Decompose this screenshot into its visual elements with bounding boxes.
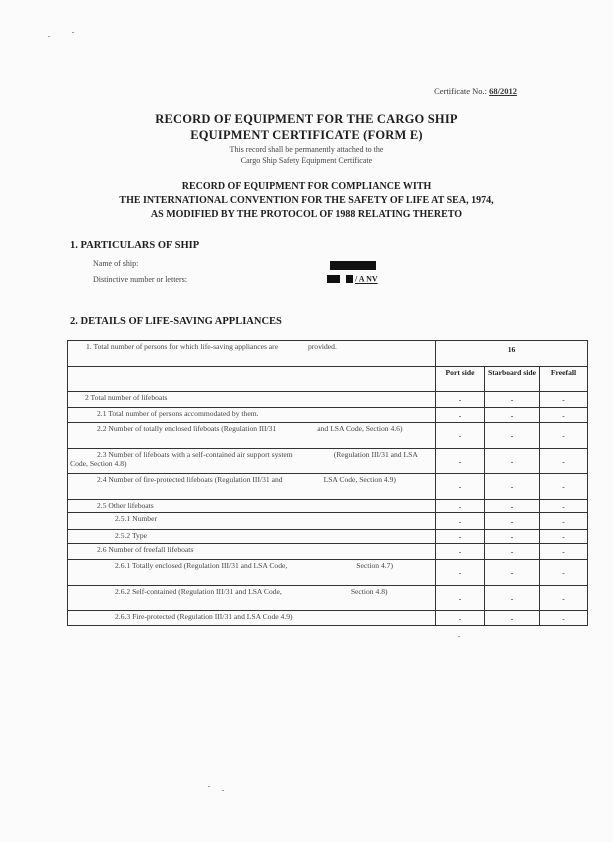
- starboard-side-value: -: [485, 513, 540, 530]
- table-row: [68, 423, 588, 449]
- port-side-value: -: [436, 611, 485, 626]
- row-label: 2.1 Total number of persons accommodated by them.: [97, 409, 259, 418]
- freefall-value: -: [540, 474, 588, 500]
- lifesaving-table: [67, 340, 588, 626]
- row-description: [68, 449, 436, 474]
- row-label: 2.3 Number of lifeboats with a self-contained air support system: [97, 450, 293, 459]
- row-label: 2.6 Number of freefall lifeboats: [97, 545, 194, 554]
- starboard-side-value: -: [485, 474, 540, 500]
- distinctive-number-label: Distinctive number or letters:: [93, 275, 187, 284]
- row-description: [68, 500, 436, 513]
- port-side-value: -: [436, 474, 485, 500]
- freefall-value: -: [540, 408, 588, 423]
- row-label: 2.2 Number of totally enclosed lifeboats (Regulation III/31: [97, 424, 277, 433]
- row-label: 2.6.2 Self-contained (Regulation III/31 and LSA Code,: [115, 587, 282, 596]
- document-title-line2: EQUIPMENT CERTIFICATE (FORM E): [190, 128, 423, 142]
- row-label-cont: and LSA Code, Section 4.6): [317, 424, 403, 433]
- section-particulars-title: 1. PARTICULARS OF SHIP: [70, 240, 200, 251]
- header-port-side: Port side: [436, 367, 485, 392]
- redaction-block: [327, 275, 340, 283]
- document-subtitle-line1: This record shall be permanently attached to the: [229, 145, 384, 154]
- row-label: 2.6.1 Totally enclosed (Regulation III/31 and LSA Code,: [115, 561, 288, 570]
- port-side-value: -: [436, 423, 485, 449]
- row-label-cont: Section 4.8): [350, 587, 388, 596]
- row-label: 2.4 Number of fire-protected lifeboats (Regulation III/31 and: [97, 475, 283, 484]
- header-starboard-side: Starboard side: [485, 367, 540, 392]
- port-side-value: -: [436, 560, 485, 586]
- port-side-value: -: [436, 449, 485, 474]
- port-side-value: -: [436, 530, 485, 544]
- row-description: [68, 611, 436, 626]
- table-row: [68, 544, 588, 560]
- row-description: [68, 513, 436, 530]
- row-description: [68, 408, 436, 423]
- freefall-value: -: [540, 500, 588, 513]
- total-persons-text-cont: provided.: [307, 342, 337, 351]
- table-row: [68, 560, 588, 586]
- freefall-value: -: [540, 530, 588, 544]
- starboard-side-value: -: [485, 392, 540, 408]
- scan-speck: [222, 790, 224, 791]
- row-label-cont: LSA Code, Section 4.9): [323, 475, 396, 484]
- row-description: [68, 474, 436, 500]
- distinctive-number-text: / A NV: [355, 274, 378, 284]
- port-side-value: -: [436, 500, 485, 513]
- port-side-value: -: [436, 513, 485, 530]
- starboard-side-value: -: [485, 560, 540, 586]
- row-label: 2 Total number of lifeboats: [85, 393, 168, 402]
- starboard-side-value: -: [485, 544, 540, 560]
- freefall-value: -: [540, 449, 588, 474]
- total-persons-label: [68, 341, 436, 367]
- starboard-side-value: -: [485, 423, 540, 449]
- document-subtitle-line2: Cargo Ship Safety Equipment Certificate: [240, 156, 373, 165]
- distinctive-number-value: [327, 274, 378, 285]
- starboard-side-value: -: [485, 408, 540, 423]
- freefall-value: -: [540, 611, 588, 626]
- starboard-side-value: -: [485, 611, 540, 626]
- table-row: [68, 500, 588, 513]
- section-lifesaving-title: 2. DETAILS OF LIFE-SAVING APPLIANCES: [70, 316, 282, 327]
- freefall-value: -: [540, 586, 588, 611]
- header-freefall: Freefall: [540, 367, 588, 392]
- starboard-side-value: -: [485, 449, 540, 474]
- row-label: 2.5 Other lifeboats: [97, 501, 154, 510]
- port-side-value: -: [436, 392, 485, 408]
- row-label: 2.6.3 Fire-protected (Regulation III/31 and LSA Code 4.9): [115, 612, 293, 621]
- table-row: [68, 392, 588, 408]
- total-persons-text: 1. Total number of persons for which life-saving appliances are: [86, 342, 279, 351]
- row-description: [68, 544, 436, 560]
- table-row: [68, 611, 588, 626]
- scan-speck: [48, 36, 50, 37]
- certificate-value: 68/2012: [489, 86, 517, 96]
- total-persons-value: 16: [436, 341, 588, 367]
- freefall-value: -: [540, 392, 588, 408]
- table-row: [68, 474, 588, 500]
- row-description: [68, 586, 436, 611]
- scan-speck: [458, 636, 460, 637]
- certificate-number: [434, 86, 517, 96]
- scan-speck: [72, 32, 74, 33]
- port-side-value: -: [436, 544, 485, 560]
- table-row: [68, 449, 588, 474]
- freefall-value: -: [540, 513, 588, 530]
- port-side-value: -: [436, 408, 485, 423]
- row-description: [68, 560, 436, 586]
- compliance-heading-line1: RECORD OF EQUIPMENT FOR COMPLIANCE WITH: [181, 181, 432, 192]
- certificate-label: Certificate No.:: [434, 86, 487, 96]
- freefall-value: -: [540, 560, 588, 586]
- table-row: [68, 408, 588, 423]
- compliance-heading-line3: AS MODIFIED BY THE PROTOCOL OF 1988 RELATING THERETO: [150, 209, 463, 220]
- redaction-block: [346, 275, 353, 283]
- freefall-value: -: [540, 423, 588, 449]
- header-blank: [68, 367, 436, 392]
- compliance-heading-line2: THE INTERNATIONAL CONVENTION FOR THE SAFETY OF LIFE AT SEA, 1974,: [119, 195, 494, 206]
- table-row: [68, 513, 588, 530]
- row-description: [68, 530, 436, 544]
- row-label: 2.5.1 Number: [115, 514, 157, 523]
- table-header-row: [68, 367, 588, 392]
- table-row: [68, 530, 588, 544]
- row-label-cont: (Regulation III/31 and LSA Code, Section 4.8): [70, 450, 418, 468]
- ship-name-redacted: [330, 261, 376, 270]
- lifeboat-rows: [68, 392, 588, 626]
- table-row: [68, 586, 588, 611]
- row-description: [68, 392, 436, 408]
- starboard-side-value: -: [485, 530, 540, 544]
- row-label: 2.5.2 Type: [115, 531, 148, 540]
- freefall-value: -: [540, 544, 588, 560]
- document-title-line1: RECORD OF EQUIPMENT FOR THE CARGO SHIP: [155, 112, 458, 126]
- table-row-total-persons: [68, 341, 588, 367]
- ship-name-label: Name of ship:: [93, 259, 139, 268]
- starboard-side-value: -: [485, 500, 540, 513]
- row-description: [68, 423, 436, 449]
- starboard-side-value: -: [485, 586, 540, 611]
- row-label-cont: Section 4.7): [356, 561, 393, 570]
- port-side-value: -: [436, 586, 485, 611]
- scan-speck: [208, 786, 210, 787]
